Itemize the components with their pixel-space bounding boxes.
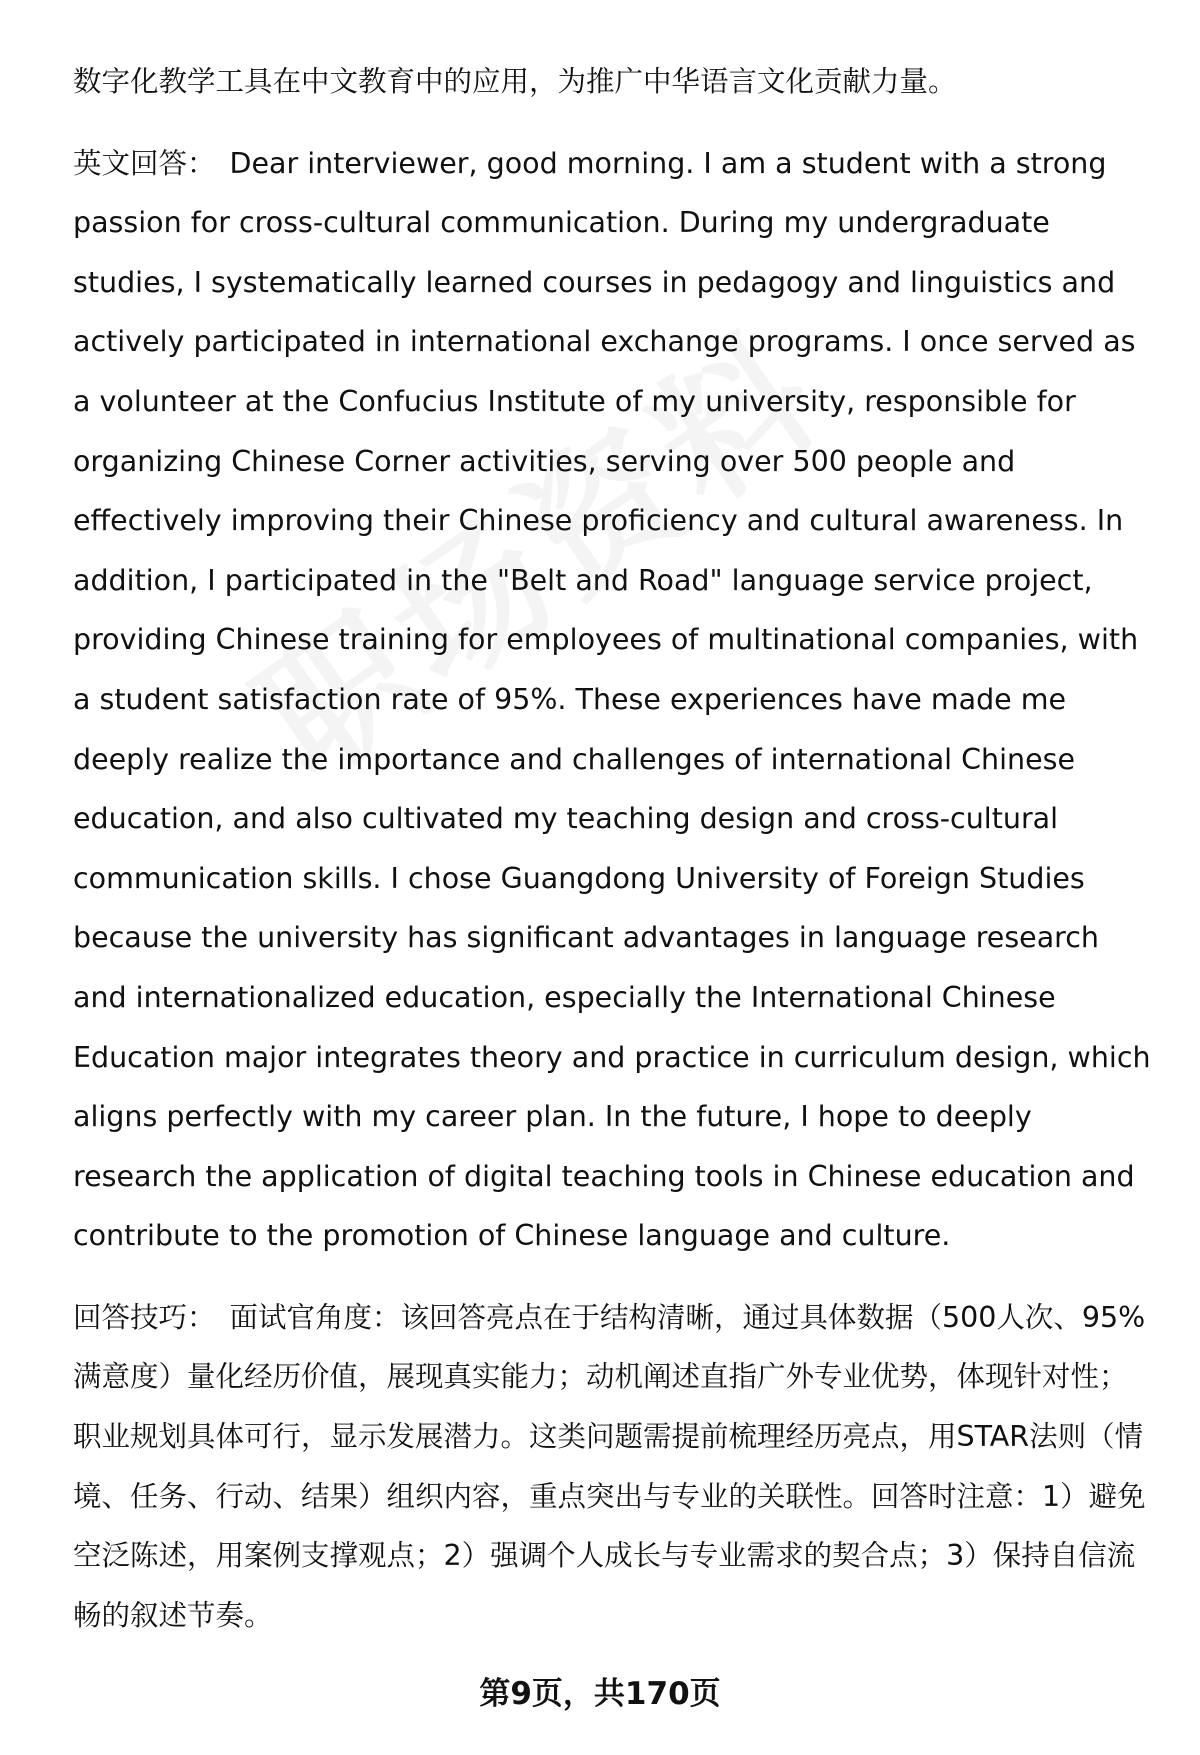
- page-number-footer: 第9页，共170页: [479, 1676, 721, 1712]
- intro-paragraph-tail: [73, 52, 1153, 112]
- answer-tips-paragraph: [73, 1288, 1153, 1646]
- intro-tail-text: 数字化教学工具在中文教育中的应用，为推广中华语言文化贡献力量。: [73, 65, 957, 98]
- english-answer-paragraph: [73, 134, 1153, 1266]
- english-answer-label: 英文回答：: [73, 146, 216, 180]
- english-answer-text: Dear interviewer, good morning. I am a student with a strong passion for cross-cultural communication. During my undergraduate studies, I systematically learned courses in pedagogy and linguistics and actively participated in international exchange programs. I once served as a volunteer at the Confucius Institute of my university, responsible for organizing Chinese Corner activities, serving over 500 people and effectively improving their Chinese proficiency and cultural awareness. In addition, I participated in the "Belt and Road" language service project, providing Chinese training for employees of multinational companies, with a student satisfaction rate of 95%. These experiences have made me deeply realize the importance and challenges of international Chinese education, and also cultivated my teaching design and cross-cultural communication skills. I chose Guangdong University of Foreign Studies because the university has significant advantages in language research and internationalized education, especially the International Chinese Education major integrates theory and practice in curriculum design, which aligns perfectly with my career plan. In the future, I hope to deeply research the application of digital teaching tools in Chinese education and contribute to the promotion of Chinese language and culture.: [73, 146, 1151, 1253]
- document-body: [73, 52, 1153, 1645]
- answer-tips-label: 回答技巧：: [73, 1300, 216, 1334]
- answer-tips-text: 面试官角度：该回答亮点在于结构清晰，通过具体数据（500人次、95%满意度）量化经历价值，展现真实能力；动机阐述直指广外专业优势，体现针对性；职业规划具体可行，显示发展潜力。这类问题需提前梳理经历亮点，用STAR法则（情境、任务、行动、结果）组织内容，重点突出与专业的关联性。回答时注意：1）避免空泛陈述，用案例支撑观点；2）强调个人成长与专业需求的契合点；3）保持自信流畅的叙述节奏。: [73, 1300, 1146, 1632]
